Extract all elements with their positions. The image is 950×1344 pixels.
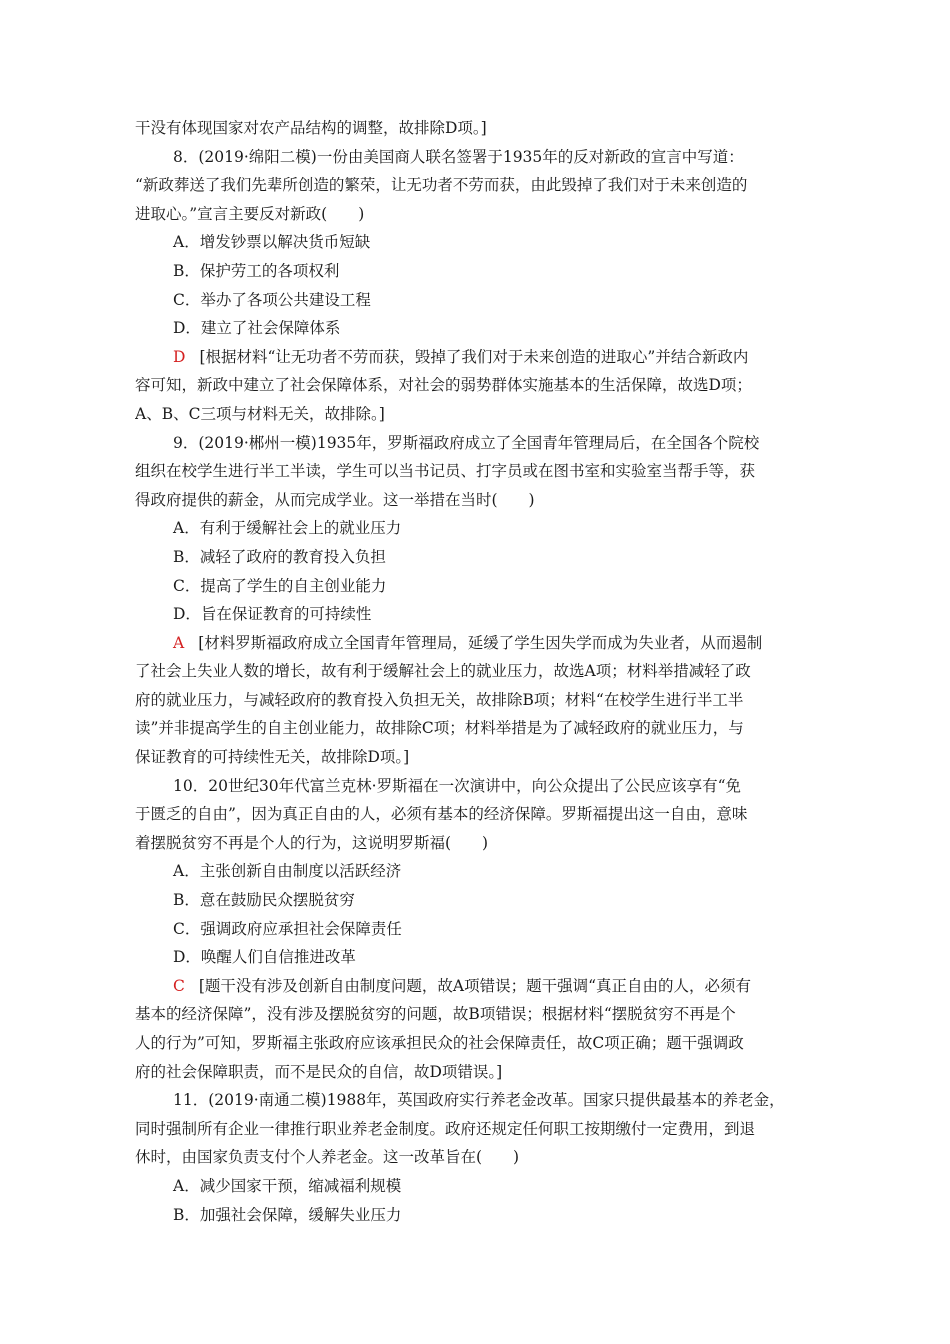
line-text: [根据材料“让无功者不劳而获，毁掉了我们对于未来创造的进取心”并结合新政内: [199, 347, 749, 366]
text-line: [135, 228, 815, 257]
line-text: 容可知，新政中建立了社会保障体系，对社会的弱势群体实施基本的生活保障，故选D项；: [135, 376, 752, 395]
answer-letter: C: [173, 976, 185, 995]
text-line: [135, 600, 815, 629]
text-line: [135, 429, 815, 458]
line-text: A．有利于缓解社会上的就业压力: [173, 519, 402, 538]
line-text: 进取心。”宣言主要反对新政( ): [135, 204, 365, 223]
line-text: A．增发钞票以解决货币短缺: [173, 233, 371, 252]
text-line: [135, 857, 815, 886]
text-line: [135, 743, 815, 772]
line-text: B．加强社会保障，缓解失业压力: [173, 1205, 402, 1224]
question-text: [135, 114, 815, 1229]
text-line: [135, 915, 815, 944]
text-line: [135, 114, 815, 143]
line-text: 休时，由国家负责支付个人养老金。这一改革旨在( ): [135, 1148, 520, 1167]
text-line: [135, 686, 815, 715]
text-line: [135, 886, 815, 915]
text-line: [135, 1086, 815, 1115]
text-line: [135, 286, 815, 315]
text-line: [135, 314, 815, 343]
text-line: [135, 1201, 815, 1230]
line-text: 于匮乏的自由”，因为真正自由的人，必须有基本的经济保障。罗斯福提出这一自由，意味: [135, 805, 748, 824]
line-text: 基本的经济保障”，没有涉及摆脱贫穷的问题，故B项错误；根据材料“摆脱贫穷不再是个: [135, 1005, 736, 1024]
text-line: [135, 829, 815, 858]
line-text: 干没有体现国家对农产品结构的调整，故排除D项。]: [135, 119, 487, 137]
line-text: 得政府提供的薪金，从而完成学业。这一举措在当时( ): [135, 490, 535, 509]
text-line: [135, 1029, 815, 1058]
text-line: [135, 200, 815, 229]
line-text: C．举办了各项公共建设工程: [173, 290, 371, 309]
line-text: 11．(2019·南通二模)1988年，英国政府实行养老金改革。国家只提供最基本的养老金，: [173, 1091, 785, 1110]
text-line: [135, 657, 815, 686]
text-line: [135, 800, 815, 829]
line-text: D．建立了社会保障体系: [173, 319, 341, 338]
text-line: [135, 714, 815, 743]
text-line: [135, 1115, 815, 1144]
line-text: A．主张创新自由制度以活跃经济: [173, 862, 402, 881]
answer-letter: D: [173, 347, 186, 366]
text-line: [135, 572, 815, 601]
line-text: 府的就业压力，与减轻政府的教育投入负担无关，故排除B项；材料“在校学生进行半工半: [135, 690, 744, 709]
line-text: B．减轻了政府的教育投入负担: [173, 547, 386, 566]
line-text: 8．(2019·绵阳二模)一份由美国商人联名签署于1935年的反对新政的宣言中写道：: [173, 147, 744, 166]
answer-line: [135, 343, 815, 372]
line-text: 了社会上失业人数的增长，故有利于缓解社会上的就业压力，故选A项；材料举措减轻了政: [135, 662, 751, 681]
line-text: C．提高了学生的自主创业能力: [173, 576, 387, 595]
text-line: [135, 457, 815, 486]
line-text: B．意在鼓励民众摆脱贫穷: [173, 891, 355, 910]
line-text: 10．20世纪30年代富兰克林·罗斯福在一次演讲中，向公众提出了公民应该享有“免: [173, 776, 742, 795]
answer-line: [135, 972, 815, 1001]
line-text: [题干没有涉及创新自由制度问题，故A项错误；题干强调“真正自由的人，必须有: [198, 976, 752, 995]
text-line: [135, 371, 815, 400]
line-text: A．减少国家干预，缩减福利规模: [173, 1176, 402, 1195]
line-text: D．唤醒人们自信推进改革: [173, 948, 356, 967]
line-text: D．旨在保证教育的可持续性: [173, 605, 372, 624]
line-text: 府的社会保障职责，而不是民众的自信，故D项错误。]: [135, 1062, 503, 1081]
line-text: 读”并非提高学生的自主创业能力，故排除C项；材料举措是为了减轻政府的就业压力，与: [135, 719, 744, 738]
text-line: [135, 514, 815, 543]
text-line: [135, 486, 815, 515]
line-text: “新政葬送了我们先辈所创造的繁荣，让无功者不劳而获，由此毁掉了我们对于未来创造的: [135, 176, 748, 195]
line-text: C．强调政府应承担社会保障责任: [173, 919, 402, 938]
text-line: [135, 1143, 815, 1172]
text-line: [135, 143, 815, 172]
line-text: 着摆脱贫穷不再是个人的行为，这说明罗斯福( ): [135, 833, 489, 852]
line-text: [材料罗斯福政府成立全国青年管理局，延缓了学生因失学而成为失业者，从而遏制: [198, 633, 763, 652]
text-line: [135, 1172, 815, 1201]
line-text: A、B、C三项与材料无关，故排除。]: [135, 404, 385, 423]
text-line: [135, 543, 815, 572]
line-text: 9．(2019·郴州一模)1935年，罗斯福政府成立了全国青年管理局后，在全国各个院校: [173, 433, 760, 452]
line-text: B．保护劳工的各项权利: [173, 261, 340, 280]
line-text: 组织在校学生进行半工半读，学生可以当书记员、打字员或在图书室和实验室当帮手等，获: [135, 462, 756, 481]
text-line: [135, 1000, 815, 1029]
line-text: 人的行为”可知，罗斯福主张政府应该承担民众的社会保障责任，故C项正确；题干强调政: [135, 1034, 744, 1052]
answer-letter: A: [173, 633, 185, 652]
text-line: [135, 171, 815, 200]
answer-line: [135, 629, 815, 658]
text-line: [135, 400, 815, 429]
line-text: 同时强制所有企业一律推行职业养老金制度。政府还规定任何职工按期缴付一定费用，到退: [135, 1119, 756, 1138]
text-line: [135, 1058, 815, 1087]
text-line: [135, 943, 815, 972]
text-line: [135, 257, 815, 286]
text-line: [135, 772, 815, 801]
line-text: 保证教育的可持续性无关，故排除D项。]: [135, 748, 410, 767]
